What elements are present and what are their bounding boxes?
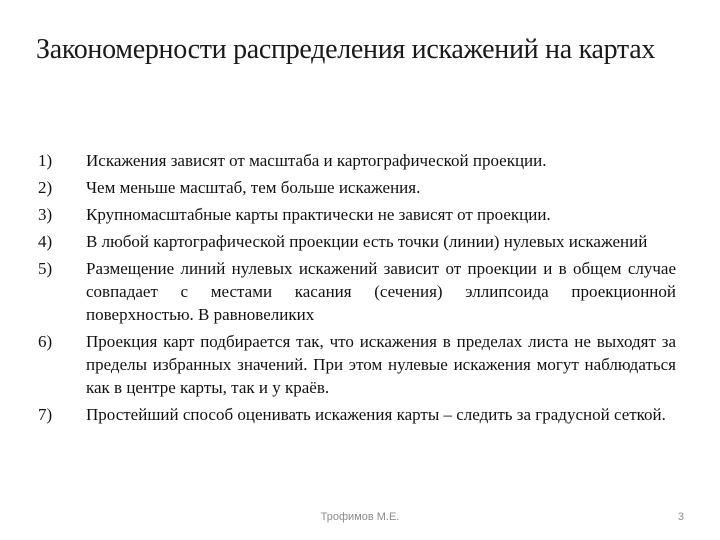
list-item-text: В любой картографической проекции есть точки (линии) нулевых искажений — [86, 232, 648, 251]
list-item — [38, 403, 676, 426]
list-item-text: Искажения зависят от масштаба и картографической проекции. — [86, 151, 547, 170]
list-item — [38, 230, 676, 253]
list-item-text: Чем меньше масштаб, тем больше искажения. — [86, 178, 421, 197]
list-item-text: Простейший способ оценивать искажения карты – следить за градусной сеткой. — [86, 405, 666, 424]
list-item-number: 2) — [38, 178, 53, 197]
list-item — [38, 330, 676, 399]
list-item — [38, 176, 676, 199]
list-item-number: 5) — [38, 259, 53, 278]
list-item-number: 7) — [38, 405, 53, 424]
list-item — [38, 203, 676, 226]
list-item — [38, 149, 676, 172]
list-item-number: 1) — [38, 151, 53, 170]
slide-number: 3 — [677, 511, 684, 523]
list-item-number: 4) — [38, 232, 53, 251]
list-item-text: Размещение линий нулевых искажений зависит от проекции и в общем случае совпадает с местами касания (сечения) эллипсоида проекционной поверхностью. В равновеликих — [86, 259, 676, 324]
list-item-text: Проекция карт подбирается так, что искажения в пределах листа не выходят за пределы избранных значений. При этом нулевые искажения могут наблюдаться как в центре карты, так и у краёв. — [86, 332, 676, 397]
slide-title: Закономерности распределения искажений на картах — [36, 34, 656, 65]
list-item-number: 6) — [38, 332, 53, 351]
list-item-number: 3) — [38, 205, 53, 224]
list-item-text: Крупномасштабные карты практически не зависят от проекции. — [86, 205, 551, 224]
numbered-list — [38, 149, 676, 430]
list-item — [38, 257, 676, 326]
footer-author: Трофимов М.Е. — [320, 511, 400, 523]
